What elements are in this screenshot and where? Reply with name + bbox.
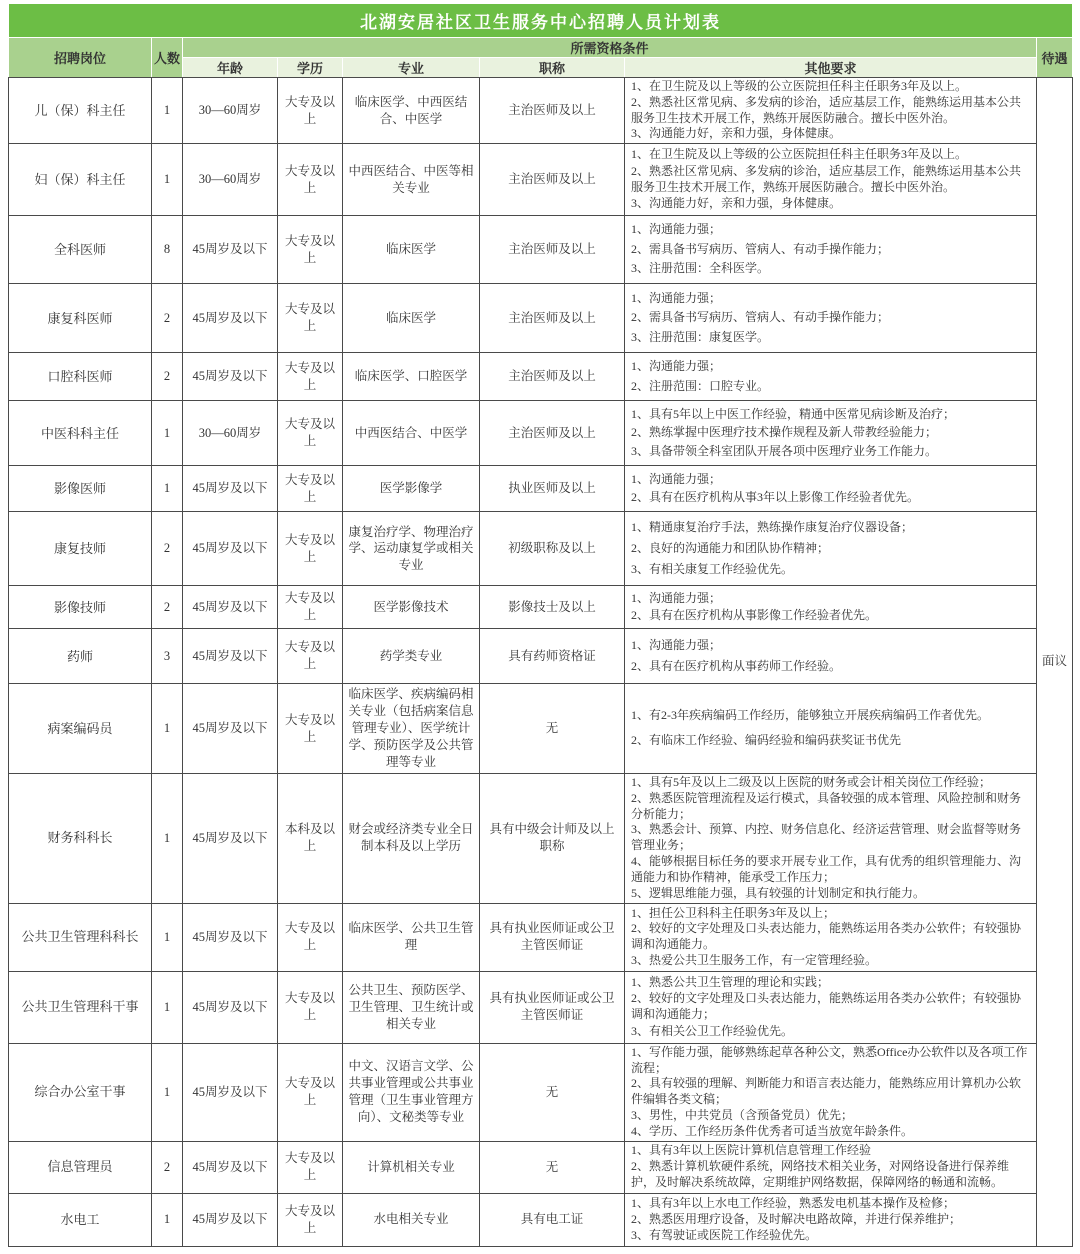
education-cell: 大专及以上 — [278, 512, 343, 586]
header-other-requirements: 其他要求 — [625, 58, 1037, 78]
age-cell: 45周岁及以下 — [183, 353, 278, 401]
count-cell: 1 — [152, 773, 183, 903]
prof-title-cell: 初级职称及以上 — [480, 512, 625, 586]
education-cell: 大专及以上 — [278, 903, 343, 971]
requirement-line: 1、沟通能力强； — [631, 359, 722, 374]
requirement-line: 2、熟练掌握中医理疗技术操作规程及新人带教经验能力； — [631, 425, 938, 440]
major-cell: 康复治疗学、物理治疗学、运动康复学或相关专业 — [343, 512, 480, 586]
requirement-line: 1、精通康复治疗手法，熟练操作康复治疗仪器设备； — [631, 519, 914, 534]
other-requirements-cell — [625, 353, 1037, 401]
position-cell: 康复科医师 — [9, 284, 152, 353]
age-cell: 45周岁及以下 — [183, 216, 278, 284]
count-cell: 1 — [152, 144, 183, 216]
position-cell: 综合办公室干事 — [9, 1043, 152, 1141]
requirement-line: 1、在卫生院及以上等级的公立医院担任科主任职务3年及以上。 — [631, 79, 968, 93]
position-cell: 药师 — [9, 629, 152, 684]
table-row — [9, 971, 1073, 1043]
table-row — [9, 586, 1073, 629]
table-row — [9, 684, 1073, 773]
requirement-line: 1、具有5年以上中医工作经验，精通中医常见病诊断及治疗； — [631, 406, 956, 421]
age-cell: 45周岁及以下 — [183, 684, 278, 773]
requirement-line: 2、熟悉社区常见病、多发病的诊治，适应基层工作，能熟练运用基本公共服务卫生技术开展工作，熟练开展医防融合。擅长中医外治。 — [631, 163, 1022, 194]
position-cell: 口腔科医师 — [9, 353, 152, 401]
header-salary: 待遇 — [1037, 38, 1073, 78]
count-cell: 1 — [152, 1193, 183, 1246]
header-prof-title: 职称 — [480, 58, 625, 78]
age-cell: 45周岁及以下 — [183, 903, 278, 971]
requirement-line: 2、熟悉医院管理流程及运行模式，具备较强的成本管理、风险控制和财务分析能力； — [631, 790, 1022, 821]
education-cell: 大专及以上 — [278, 629, 343, 684]
requirement-line: 1、在卫生院及以上等级的公立医院担任科主任职务3年及以上。 — [631, 147, 968, 162]
table-row — [9, 629, 1073, 684]
age-cell: 45周岁及以下 — [183, 629, 278, 684]
education-cell: 大专及以上 — [278, 1141, 343, 1193]
header-position: 招聘岗位 — [9, 38, 152, 78]
prof-title-cell: 无 — [480, 1141, 625, 1193]
education-cell: 大专及以上 — [278, 971, 343, 1043]
other-requirements-list — [631, 404, 1030, 463]
count-cell: 1 — [152, 78, 183, 144]
position-cell: 公共卫生管理科干事 — [9, 971, 152, 1043]
major-cell: 临床医学 — [343, 216, 480, 284]
other-requirements-cell — [625, 466, 1037, 512]
position-cell: 病案编码员 — [9, 684, 152, 773]
requirement-line: 1、担任公卫科科主任职务3年及以上； — [631, 905, 836, 920]
header-count: 人数 — [152, 38, 183, 78]
requirement-line: 2、熟悉医用理疗设备，及时解决电路故障，并进行保养维护； — [631, 1211, 962, 1226]
position-cell: 财务科科长 — [9, 773, 152, 903]
other-requirements-cell — [625, 773, 1037, 903]
other-requirements-list — [631, 1196, 1030, 1243]
education-cell: 大专及以上 — [278, 466, 343, 512]
count-cell: 2 — [152, 284, 183, 353]
age-cell: 45周岁及以下 — [183, 1141, 278, 1193]
other-requirements-list — [631, 698, 1030, 759]
salary-cell: 面议 — [1037, 78, 1073, 1247]
other-requirements-list — [631, 79, 1030, 142]
requirement-line: 2、较好的文字处理及口头表达能力，能熟练运用各类办公软件；有较强协调和沟通能力； — [631, 991, 1022, 1022]
other-requirements-cell — [625, 512, 1037, 586]
prof-title-cell: 具有电工证 — [480, 1193, 625, 1246]
education-cell: 大专及以上 — [278, 78, 343, 144]
table-row — [9, 773, 1073, 903]
count-cell: 1 — [152, 466, 183, 512]
position-cell: 水电工 — [9, 1193, 152, 1246]
age-cell: 45周岁及以下 — [183, 1193, 278, 1246]
requirement-line: 1、具有3年以上水电工作经验，熟悉发电机基本操作及检修； — [631, 1195, 956, 1210]
other-requirements-cell — [625, 629, 1037, 684]
age-cell: 45周岁及以下 — [183, 773, 278, 903]
requirement-line: 3、热爱公共卫生服务工作，有一定管理经验。 — [631, 953, 878, 968]
header-age: 年龄 — [183, 58, 278, 78]
requirement-line: 3、有相关康复工作经验优先。 — [631, 561, 794, 576]
requirement-line: 2、注册范围：口腔专业。 — [631, 378, 770, 393]
other-requirements-cell — [625, 971, 1037, 1043]
count-cell: 1 — [152, 684, 183, 773]
requirement-line: 3、有驾驶证或医院工作经验优先。 — [631, 1227, 818, 1242]
other-requirements-cell — [625, 903, 1037, 971]
requirement-line: 1、沟通能力强； — [631, 590, 722, 605]
requirement-line: 1、沟通能力强； — [631, 637, 722, 652]
requirement-line: 2、需具备书写病历、管病人、有动手操作能力； — [631, 310, 890, 325]
requirement-line: 4、能够根据目标任务的要求开展专业工作，具有优秀的组织管理能力、沟通能力和协作精神，能承受工作压力； — [631, 854, 1022, 884]
other-requirements-cell — [625, 284, 1037, 353]
major-cell: 计算机相关专业 — [343, 1141, 480, 1193]
requirement-line: 1、具有5年及以上二级及以上医院的财务或会计相关岗位工作经验； — [631, 774, 992, 789]
requirement-line: 3、熟悉会计、预算、内控、财务信息化、经济运营管理、财会监督等财务管理业务； — [631, 822, 1022, 853]
position-cell: 妇（保）科主任 — [9, 144, 152, 216]
requirement-line: 2、较好的文字处理及口头表达能力，能熟练运用各类办公软件；有较强协调和沟通能力。 — [631, 921, 1022, 952]
age-cell: 30—60周岁 — [183, 78, 278, 144]
table-row — [9, 78, 1073, 144]
position-cell: 影像医师 — [9, 466, 152, 512]
education-cell: 本科及以上 — [278, 773, 343, 903]
education-cell: 大专及以上 — [278, 1043, 343, 1141]
other-requirements-list — [631, 632, 1030, 681]
requirement-line: 4、学历、工作经历条件优秀者可适当放宽年龄条件。 — [631, 1123, 914, 1138]
header-qualifications-group: 所需资格条件 — [183, 38, 1037, 58]
position-cell: 影像技师 — [9, 586, 152, 629]
major-cell: 水电相关专业 — [343, 1193, 480, 1246]
major-cell: 临床医学、公共卫生管理 — [343, 903, 480, 971]
other-requirements-cell — [625, 216, 1037, 284]
requirement-line: 1、沟通能力强； — [631, 290, 722, 305]
count-cell: 2 — [152, 353, 183, 401]
count-cell: 1 — [152, 401, 183, 466]
other-requirements-list — [631, 147, 1030, 213]
table-row — [9, 1043, 1073, 1141]
requirement-line: 2、有临床工作经验、编码经验和编码获奖证书优先 — [631, 733, 902, 748]
position-cell: 康复技师 — [9, 512, 152, 586]
major-cell: 药学类专业 — [343, 629, 480, 684]
requirement-line: 3、注册范围：全科医学。 — [631, 261, 770, 276]
prof-title-cell: 影像技士及以上 — [480, 586, 625, 629]
other-requirements-cell — [625, 1141, 1037, 1193]
age-cell: 30—60周岁 — [183, 144, 278, 216]
other-requirements-list — [631, 974, 1030, 1040]
table-row — [9, 353, 1073, 401]
position-cell: 信息管理员 — [9, 1141, 152, 1193]
table-row — [9, 401, 1073, 466]
prof-title-cell: 主治医师及以上 — [480, 78, 625, 144]
table-row — [9, 512, 1073, 586]
prof-title-cell: 主治医师及以上 — [480, 353, 625, 401]
other-requirements-cell — [625, 586, 1037, 629]
other-requirements-list — [631, 469, 1030, 509]
major-cell: 医学影像技术 — [343, 586, 480, 629]
position-cell: 全科医师 — [9, 216, 152, 284]
major-cell: 公共卫生、预防医学、卫生管理、卫生统计或相关专业 — [343, 971, 480, 1043]
other-requirements-list — [631, 775, 1030, 902]
requirement-line: 3、沟通能力好，亲和力强，身体健康。 — [631, 126, 842, 141]
count-cell: 1 — [152, 903, 183, 971]
major-cell: 医学影像学 — [343, 466, 480, 512]
major-cell: 财会或经济类专业全日制本科及以上学历 — [343, 773, 480, 903]
other-requirements-cell — [625, 1043, 1037, 1141]
prof-title-cell: 无 — [480, 684, 625, 773]
age-cell: 45周岁及以下 — [183, 971, 278, 1043]
other-requirements-cell — [625, 684, 1037, 773]
header-education: 学历 — [278, 58, 343, 78]
title-row — [9, 4, 1073, 38]
requirement-line: 3、具备带领全科室团队开展各项中医理疗业务工作能力。 — [631, 444, 938, 459]
prof-title-cell: 具有执业医师证或公卫主管医师证 — [480, 903, 625, 971]
education-cell: 大专及以上 — [278, 586, 343, 629]
count-cell: 8 — [152, 216, 183, 284]
major-cell: 临床医学、口腔医学 — [343, 353, 480, 401]
major-cell: 临床医学、疾病编码相关专业（包括病案信息管理专业）、医学统计学、预防医学及公共管理等专业 — [343, 684, 480, 773]
age-cell: 45周岁及以下 — [183, 1043, 278, 1141]
header-major: 专业 — [343, 58, 480, 78]
requirement-line: 2、熟悉计算机软硬件系统，网络技术相关业务，对网络设备进行保养维护，及时解决系统故障，定期维护网络数据，保障网络的畅通和流畅。 — [631, 1159, 1010, 1190]
education-cell: 大专及以上 — [278, 144, 343, 216]
other-requirements-list — [631, 906, 1030, 969]
count-cell: 1 — [152, 971, 183, 1043]
recruitment-table — [8, 3, 1073, 1247]
age-cell: 45周岁及以下 — [183, 512, 278, 586]
prof-title-cell: 主治医师及以上 — [480, 144, 625, 216]
count-cell: 1 — [152, 1043, 183, 1141]
education-cell: 大专及以上 — [278, 401, 343, 466]
requirement-line: 1、写作能力强，能够熟练起草各种公文，熟悉Office办公软件以及各项工作流程； — [631, 1044, 1028, 1075]
requirement-line: 2、具有在医疗机构从事3年以上影像工作经验者优先。 — [631, 490, 920, 505]
other-requirements-list — [631, 515, 1030, 583]
education-cell: 大专及以上 — [278, 216, 343, 284]
count-cell: 2 — [152, 512, 183, 586]
age-cell: 45周岁及以下 — [183, 284, 278, 353]
education-cell: 大专及以上 — [278, 353, 343, 401]
prof-title-cell: 主治医师及以上 — [480, 284, 625, 353]
other-requirements-cell — [625, 1193, 1037, 1246]
header-row-groups — [9, 38, 1073, 58]
requirement-line: 1、具有3年以上医院计算机信息管理工作经验 — [631, 1143, 872, 1158]
prof-title-cell: 无 — [480, 1043, 625, 1141]
count-cell: 3 — [152, 629, 183, 684]
age-cell: 45周岁及以下 — [183, 466, 278, 512]
requirement-line: 2、具有在医疗机构从事影像工作经验者优先。 — [631, 608, 878, 623]
requirement-line: 1、有2-3年疾病编码工作经历，能够独立开展疾病编码工作者优先。 — [631, 707, 989, 722]
other-requirements-cell — [625, 401, 1037, 466]
requirement-line: 1、熟悉公共卫生管理的理论和实践； — [631, 974, 830, 989]
major-cell: 中文、汉语言文学、公共事业管理或公共事业管理（卫生事业管理方向）、文秘类等专业 — [343, 1043, 480, 1141]
other-requirements-list — [631, 287, 1030, 350]
other-requirements-list — [631, 589, 1030, 626]
prof-title-cell: 具有药师资格证 — [480, 629, 625, 684]
major-cell: 临床医学 — [343, 284, 480, 353]
prof-title-cell: 具有执业医师证或公卫主管医师证 — [480, 971, 625, 1043]
age-cell: 30—60周岁 — [183, 401, 278, 466]
table-body — [9, 78, 1073, 1247]
major-cell: 临床医学、中西医结合、中医学 — [343, 78, 480, 144]
other-requirements-list — [631, 1143, 1030, 1190]
table-row — [9, 466, 1073, 512]
requirement-line: 3、注册范围：康复医学。 — [631, 330, 770, 345]
count-cell: 2 — [152, 1141, 183, 1193]
requirement-line: 5、逻辑思维能力强，具有较强的计划制定和执行能力。 — [631, 885, 926, 900]
age-cell: 45周岁及以下 — [183, 586, 278, 629]
other-requirements-cell — [625, 78, 1037, 144]
prof-title-cell: 主治医师及以上 — [480, 216, 625, 284]
count-cell: 2 — [152, 586, 183, 629]
position-cell: 公共卫生管理科科长 — [9, 903, 152, 971]
requirement-line: 1、沟通能力强； — [631, 471, 722, 486]
prof-title-cell: 主治医师及以上 — [480, 401, 625, 466]
education-cell: 大专及以上 — [278, 284, 343, 353]
table-row — [9, 1141, 1073, 1193]
education-cell: 大专及以上 — [278, 1193, 343, 1246]
other-requirements-list — [631, 219, 1030, 281]
requirement-line: 3、男性，中共党员（含预备党员）优先； — [631, 1108, 854, 1122]
major-cell: 中西医结合、中医等相关专业 — [343, 144, 480, 216]
requirement-line: 2、具有较强的理解、判断能力和语言表达能力，能熟练应用计算机办公软件编辑各类文稿； — [631, 1076, 1022, 1107]
position-cell: 儿（保）科主任 — [9, 78, 152, 144]
page-title: 北湖安居社区卫生服务中心招聘人员计划表 — [9, 4, 1073, 38]
requirement-line: 2、具有在医疗机构从事药师工作经验。 — [631, 659, 842, 674]
table-header — [9, 4, 1073, 78]
requirement-line: 3、沟通能力好，亲和力强，身体健康。 — [631, 196, 842, 211]
other-requirements-list — [631, 1045, 1030, 1140]
table-row — [9, 144, 1073, 216]
requirement-line: 1、沟通能力强； — [631, 222, 722, 237]
education-cell: 大专及以上 — [278, 684, 343, 773]
other-requirements-cell — [625, 144, 1037, 216]
requirement-line: 3、有相关公卫工作经验优先。 — [631, 1023, 794, 1038]
requirement-line: 2、熟悉社区常见病、多发病的诊治，适应基层工作，能熟练运用基本公共服务卫生技术开展工作，熟练开展医防融合。擅长中医外治。 — [631, 94, 1022, 125]
table-row — [9, 216, 1073, 284]
requirement-line: 2、良好的沟通能力和团队协作精神； — [631, 540, 830, 555]
other-requirements-list — [631, 356, 1030, 398]
table-row — [9, 1193, 1073, 1246]
position-cell: 中医科科主任 — [9, 401, 152, 466]
prof-title-cell: 具有中级会计师及以上职称 — [480, 773, 625, 903]
prof-title-cell: 执业医师及以上 — [480, 466, 625, 512]
requirement-line: 2、需具备书写病历、管病人、有动手操作能力； — [631, 241, 890, 256]
table-row — [9, 903, 1073, 971]
table-row — [9, 284, 1073, 353]
major-cell: 中西医结合、中医学 — [343, 401, 480, 466]
